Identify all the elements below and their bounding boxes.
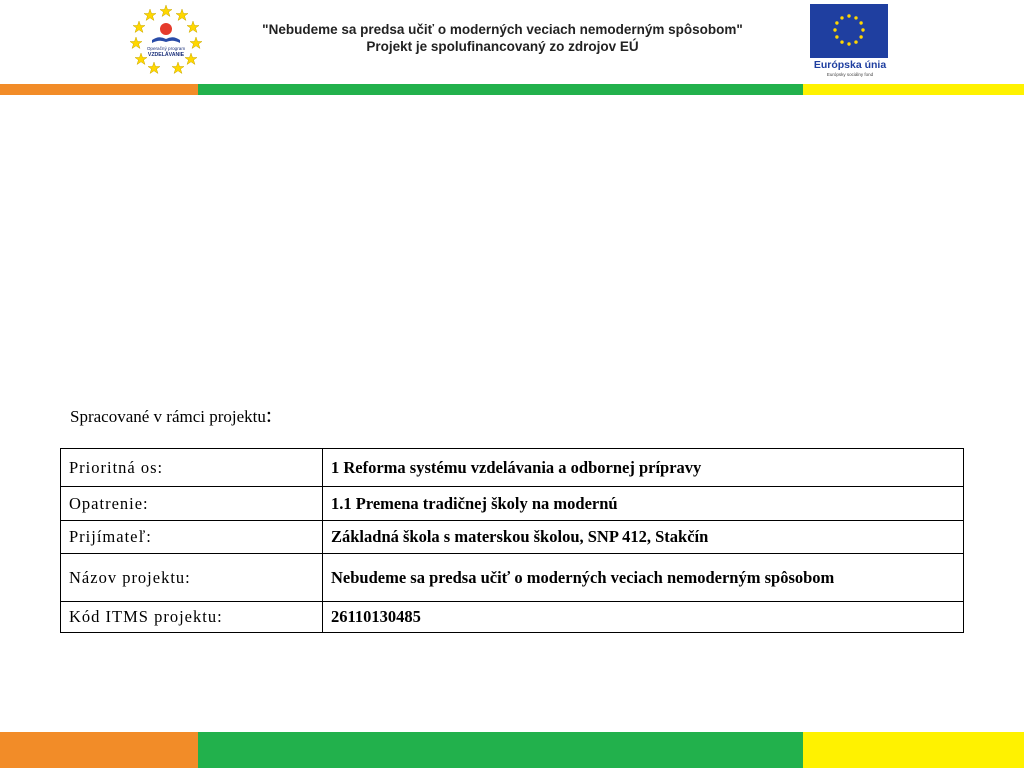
- op-line1: Operačný program: [146, 46, 186, 51]
- sun-dot: [160, 23, 172, 35]
- band-yellow-segment: [803, 732, 1024, 768]
- row-value: 1.1 Premena tradičnej školy na modernú: [323, 487, 964, 521]
- intro-text: Spracované v rámci projektu: [70, 407, 266, 426]
- band-orange-segment: [0, 84, 198, 95]
- table-row: [61, 554, 964, 602]
- row-label: Prijímateľ:: [61, 521, 323, 554]
- eu-subtitle: Európsky sociálny fond: [826, 72, 874, 77]
- intro-colon: :: [265, 402, 273, 427]
- eu-flag-icon: [810, 4, 888, 58]
- funding-note: Projekt je spolufinancovaný zo zdrojov EÚ: [366, 39, 639, 54]
- bottom-color-band: [0, 732, 1024, 768]
- table-row: [61, 487, 964, 521]
- row-label: Opatrenie:: [61, 487, 323, 521]
- row-value: 1 Reforma systému vzdelávania a odbornej prípravy: [323, 449, 964, 487]
- eu-title: Európska únia: [813, 59, 887, 71]
- table-row: [61, 449, 964, 487]
- header-caption: [230, 21, 775, 55]
- band-orange-segment: [0, 732, 198, 768]
- intro-line: [70, 402, 272, 428]
- project-info-table: [60, 448, 964, 633]
- table-row: [61, 521, 964, 554]
- op-vzdelavanie-logo: [128, 4, 204, 76]
- table-row: [61, 602, 964, 633]
- eu-logo: [808, 3, 892, 79]
- top-color-band: [0, 84, 1024, 95]
- band-yellow-segment: [803, 84, 1024, 95]
- row-label: Názov projektu:: [61, 554, 323, 602]
- row-label: Kód ITMS projektu:: [61, 602, 323, 633]
- band-green-segment: [198, 84, 803, 95]
- op-line2: VZDELÁVANIE: [147, 52, 185, 58]
- book-shape: [152, 37, 180, 43]
- row-label: Prioritná os:: [61, 449, 323, 487]
- row-value: 26110130485: [323, 602, 964, 633]
- row-value: Základná škola s materskou školou, SNP 412, Stakčín: [323, 521, 964, 554]
- header: [0, 0, 1024, 84]
- row-value: Nebudeme sa predsa učiť o moderných veciach nemoderným spôsobom: [323, 554, 964, 602]
- project-slogan: "Nebudeme sa predsa učiť o moderných veciach nemoderným spôsobom": [262, 22, 743, 37]
- band-green-segment: [198, 732, 803, 768]
